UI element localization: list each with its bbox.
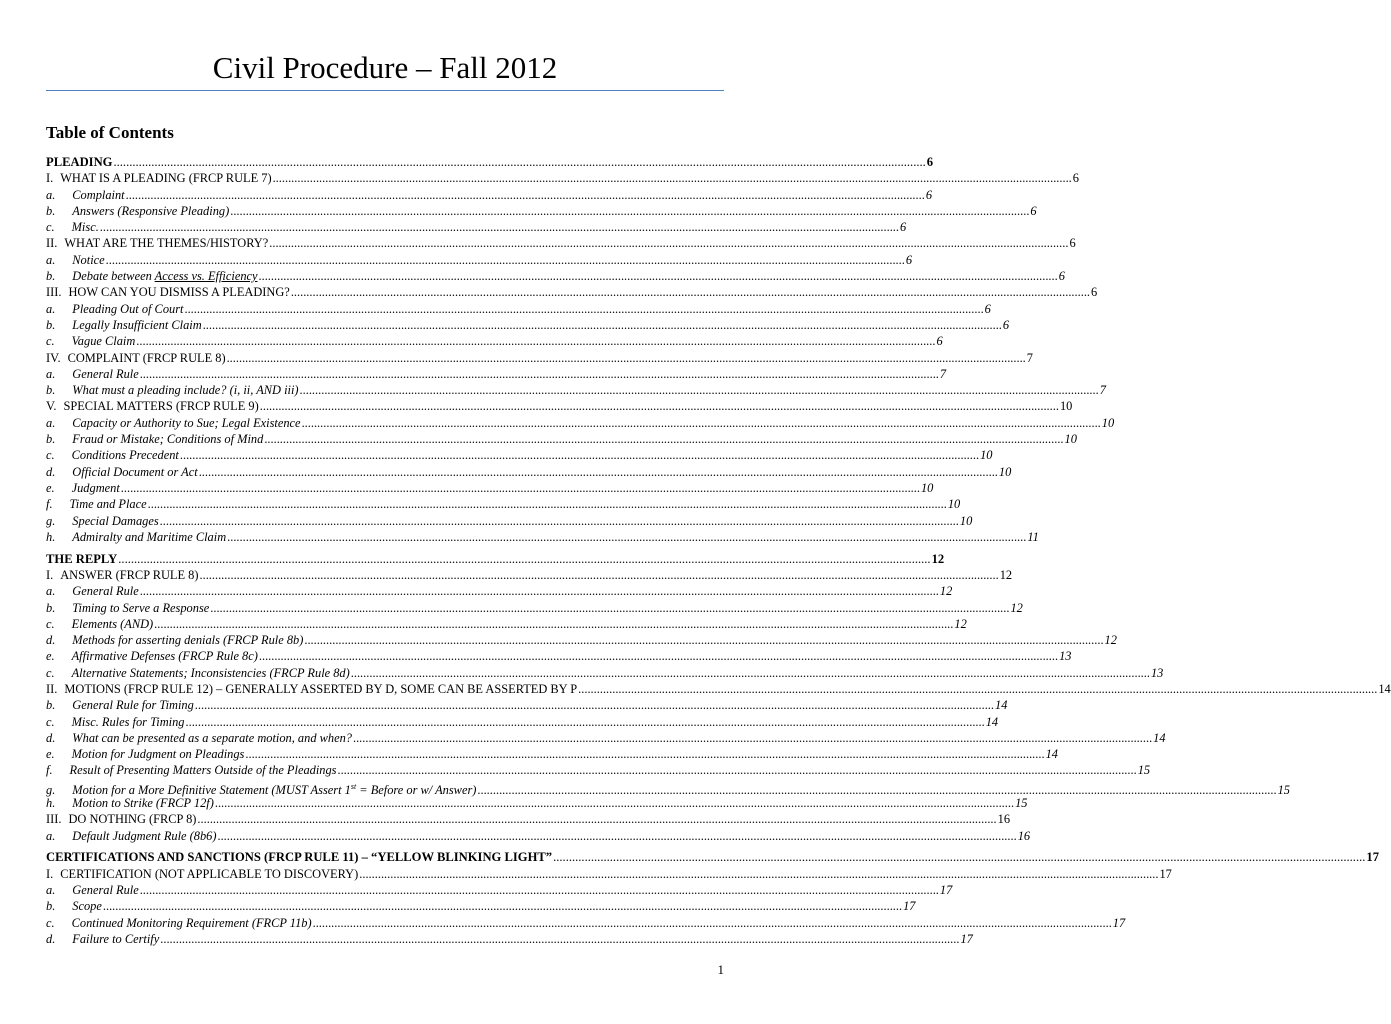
toc-item-entry[interactable] [46, 665, 1164, 681]
toc-item-entry[interactable] [46, 366, 947, 382]
toc-entry-label [60, 567, 198, 583]
toc-dot-leader [273, 170, 1072, 186]
toc-entry-number: c. [46, 616, 55, 631]
toc-entry-label-text: Pleading Out of Court [72, 301, 184, 316]
toc-entry-label-text: Affirmative Defenses (FRCP Rule 8c) [71, 649, 258, 664]
toc-entry-page-number: 6 [936, 334, 943, 349]
toc-entry-page-number: 17 [939, 883, 953, 898]
page-number: 1 [717, 962, 724, 977]
toc-entry-label [72, 529, 226, 545]
table-of-contents [46, 154, 1391, 947]
toc-dot-leader [245, 746, 1044, 762]
toc-dot-leader [210, 600, 1009, 616]
toc-entry-page-number: 15 [1015, 796, 1028, 811]
toc-entry-number: II. [46, 236, 58, 251]
toc-entry-label-text: Default Judgment Rule (8b6) [72, 828, 217, 843]
toc-item-entry[interactable] [46, 464, 1012, 480]
toc-entry-number: h. [46, 529, 56, 544]
toc-entry-page-number: 15 [1277, 782, 1290, 797]
toc-dot-leader [140, 583, 939, 599]
toc-item-entry[interactable] [46, 219, 907, 235]
toc-entry-label [72, 464, 197, 480]
toc-entry-label [72, 600, 209, 616]
toc-dot-leader [304, 632, 1103, 648]
toc-entry-label [72, 480, 120, 496]
toc-entry-label-text: Official Document or Act [72, 464, 198, 479]
toc-item-entry[interactable] [46, 480, 934, 496]
toc-dot-leader [313, 915, 1112, 931]
toc-item-entry[interactable] [46, 252, 913, 268]
toc-entry-number: b. [46, 600, 56, 615]
toc-entry-number: b. [46, 899, 56, 914]
toc-entry-page-number: 6 [1002, 317, 1010, 332]
toc-subsection-entry[interactable] [46, 235, 1076, 251]
toc-dot-leader [200, 567, 999, 583]
toc-dot-leader [227, 529, 1026, 545]
toc-entry-label [68, 811, 196, 827]
toc-entry-label [72, 317, 201, 333]
toc-dot-leader [199, 464, 998, 480]
toc-entry-number: I. [46, 567, 54, 582]
toc-entry-number: g. [46, 513, 56, 528]
toc-entry-number: c. [46, 915, 55, 930]
toc-item-entry[interactable] [46, 730, 1166, 746]
toc-entry-number: a. [46, 584, 56, 599]
toc-entry-label [46, 551, 117, 567]
toc-section-entry[interactable] [46, 154, 934, 170]
toc-entry-page-number: 12 [954, 616, 967, 631]
toc-dot-leader [154, 616, 953, 632]
toc-subsection-entry[interactable] [46, 170, 1079, 186]
toc-entry-label-text: Legally Insufficient Claim [72, 317, 202, 332]
toc-dot-leader [215, 795, 1014, 811]
toc-entry-page-number: 16 [997, 812, 1011, 827]
toc-item-entry[interactable] [46, 431, 1077, 447]
toc-subsection-entry[interactable] [46, 398, 1073, 414]
toc-entry-page-number: 12 [939, 584, 953, 599]
toc-entry-number: a. [46, 187, 56, 202]
toc-entry-number: c. [46, 665, 55, 680]
toc-entry-page-number: 6 [926, 155, 934, 169]
toc-entry-label [72, 714, 185, 730]
toc-entry-label [70, 496, 147, 512]
toc-entry-label [68, 350, 226, 366]
toc-entry-label [72, 513, 158, 529]
toc-dot-leader [180, 447, 979, 463]
toc-entry-label [46, 154, 112, 170]
toc-subsection-entry[interactable] [46, 567, 1013, 583]
toc-entry-label-text: Motion for Judgment on Pleadings [71, 747, 245, 762]
toc-item-entry[interactable] [46, 513, 973, 529]
toc-item-entry[interactable] [46, 333, 943, 349]
toc-entry-page-number: 16 [1017, 828, 1031, 843]
toc-entry-label [72, 252, 104, 268]
toc-entry-page-number: 6 [1030, 203, 1037, 218]
toc-entry-label-text: Notice [72, 252, 105, 267]
toc-entry-label-text: CERTIFICATION (NOT APPLICABLE TO DISCOVERY) [60, 866, 359, 881]
toc-entry-label [72, 828, 216, 844]
toc-entry-page-number: 12 [931, 551, 945, 566]
toc-entry-label-text: General Rule [72, 584, 139, 599]
toc-entry-label-text: HOW CAN YOU DISMISS A PLEADING? [68, 285, 290, 300]
toc-entry-label [72, 616, 154, 632]
toc-dot-leader [259, 268, 1058, 284]
toc-dot-leader [230, 203, 1029, 219]
toc-dot-leader [126, 187, 925, 203]
toc-entry-number: e. [46, 649, 55, 664]
toc-entry-number: b. [46, 203, 56, 218]
toc-entry-number: a. [46, 252, 56, 267]
toc-dot-leader [553, 849, 1365, 865]
toc-entry-page-number: 6 [1091, 285, 1098, 300]
toc-entry-page-number: 13 [1059, 649, 1072, 664]
toc-entry-label-text: What must a pleading include? (i, ii, AND iii) [72, 383, 299, 398]
toc-entry-label [72, 447, 179, 463]
toc-subsection-entry[interactable] [46, 284, 1098, 300]
toc-dot-leader [160, 931, 959, 947]
toc-dot-leader [217, 828, 1016, 844]
toc-dot-leader [160, 513, 959, 529]
toc-item-entry[interactable] [46, 496, 961, 512]
toc-item-entry[interactable] [46, 898, 916, 914]
toc-item-entry[interactable] [46, 648, 1072, 664]
toc-entry-label [72, 268, 257, 284]
toc-entry-page-number: 14 [1045, 747, 1058, 762]
toc-dot-leader [136, 333, 935, 349]
toc-entry-number: a. [46, 301, 56, 316]
toc-entry-label [72, 665, 350, 681]
toc-dot-leader [264, 431, 1063, 447]
toc-item-entry[interactable] [46, 632, 1117, 648]
toc-entry-number: d. [46, 730, 56, 745]
toc-entry-label [46, 849, 552, 865]
toc-item-entry[interactable] [46, 415, 1115, 431]
toc-entry-label-text: Misc. [71, 220, 99, 235]
toc-entry-label [72, 746, 245, 762]
toc-dot-leader [359, 866, 1158, 882]
toc-entry-number: III. [46, 812, 62, 827]
toc-entry-label [64, 235, 268, 251]
toc-entry-label-text: Debate between [72, 269, 155, 284]
toc-entry-label [72, 219, 99, 235]
toc-entry-page-number: 11 [1027, 529, 1039, 544]
toc-entry-label-underlined: Access vs. Efficiency [154, 269, 258, 284]
toc-entry-number: c. [46, 334, 55, 349]
toc-entry-number: III. [46, 285, 62, 300]
toc-entry-label-text: Timing to Serve a Response [72, 600, 210, 615]
toc-entry-label-text: Admiralty and Maritime Claim [72, 529, 227, 544]
toc-entry-number: II. [46, 682, 58, 696]
toc-entry-label [60, 170, 271, 186]
toc-entry-label [72, 697, 194, 713]
toc-entry-label-suffix: = Before or w/ Answer) [356, 782, 477, 797]
toc-entry-label [72, 648, 258, 664]
toc-entry-number: V. [46, 399, 57, 414]
toc-subsection-entry[interactable] [46, 866, 1172, 882]
toc-entry-page-number: 10 [959, 513, 973, 528]
toc-entry-label [72, 366, 138, 382]
toc-entry-label-text: Methods for asserting denials (FRCP Rule 8b) [72, 633, 304, 648]
toc-entry-page-number: 7 [939, 366, 947, 381]
toc-dot-leader [269, 235, 1068, 251]
toc-entry-label [72, 203, 229, 219]
toc-entry-page-number: 12 [1010, 600, 1023, 615]
toc-entry-label-text: Vague Claim [71, 334, 136, 349]
toc-entry-page-number: 6 [925, 187, 933, 202]
toc-item-entry[interactable] [46, 915, 1126, 931]
toc-dot-leader [186, 714, 985, 730]
toc-entry-number: b. [46, 383, 56, 398]
toc-entry-page-number: 14 [1378, 682, 1391, 696]
toc-entry-label [72, 333, 136, 349]
toc-item-entry[interactable] [46, 931, 973, 947]
toc-entry-label-text: Special Damages [72, 513, 159, 528]
toc-entry-label-text: Capacity or Authority to Sue; Legal Existence [72, 415, 301, 430]
toc-entry-label-text: Fraud or Mistake; Conditions of Mind [72, 432, 264, 447]
toc-entry-page-number: 6 [900, 220, 907, 235]
toc-entry-label-text: SPECIAL MATTERS (FRCP RULE 9) [63, 399, 259, 414]
toc-item-entry[interactable] [46, 447, 993, 463]
toc-subsection-entry[interactable] [46, 811, 1011, 827]
toc-entry-page-number: 10 [1064, 432, 1077, 447]
toc-entry-label [68, 284, 289, 300]
toc-dot-leader [148, 496, 947, 512]
toc-entry-label-text: Continued Monitoring Requirement (FRCP 11b) [71, 915, 312, 930]
toc-entry-page-number: 10 [1059, 399, 1073, 414]
toc-item-entry[interactable] [46, 882, 953, 898]
toc-entry-page-number: 13 [1150, 665, 1164, 680]
toc-entry-page-number: 6 [1072, 171, 1079, 186]
toc-item-entry[interactable] [46, 714, 999, 730]
toc-entry-label-text: General Rule for Timing [72, 698, 194, 713]
toc-item-entry[interactable] [46, 301, 991, 317]
toc-entry-number: d. [46, 633, 56, 648]
toc-entry-label [63, 398, 258, 414]
toc-entry-number: a. [46, 828, 56, 843]
toc-entry-number: a. [46, 883, 56, 898]
toc-entry-page-number: 10 [1101, 415, 1115, 430]
toc-item-entry[interactable] [46, 762, 1151, 778]
toc-entry-label [70, 762, 337, 778]
toc-entry-label-text: Time and Place [69, 497, 147, 512]
toc-entry-number: f. [46, 497, 53, 512]
toc-item-entry[interactable] [46, 779, 1290, 797]
toc-entry-number: b. [46, 432, 56, 447]
toc-entry-page-number: 7 [1026, 350, 1033, 365]
toc-item-entry[interactable] [46, 187, 933, 203]
toc-entry-label-text: Motion to Strike (FRCP 12f) [72, 796, 214, 811]
toc-entry-label-text: Misc. Rules for Timing [71, 714, 185, 729]
toc-dot-leader [291, 284, 1090, 300]
toc-dot-leader [203, 317, 1002, 333]
toc-entry-page-number: 12 [1104, 633, 1117, 648]
toc-entry-label [72, 187, 124, 203]
toc-entry-page-number: 17 [1159, 866, 1172, 881]
toc-entry-page-number: 14 [1153, 730, 1166, 745]
toc-entry-number: h. [46, 796, 56, 811]
toc-subsection-entry[interactable] [46, 681, 1391, 697]
toc-item-entry[interactable] [46, 746, 1058, 762]
toc-dot-leader [227, 350, 1026, 366]
toc-item-entry[interactable] [46, 268, 1065, 284]
toc-entry-page-number: 10 [998, 464, 1012, 479]
toc-entry-label-text: General Rule [72, 366, 139, 381]
toc-item-entry[interactable] [46, 382, 1106, 398]
toc-entry-page-number: 6 [905, 252, 913, 267]
toc-entry-number: f. [46, 763, 53, 778]
toc-entry-label [72, 730, 352, 746]
toc-dot-leader [140, 366, 939, 382]
toc-dot-leader [113, 154, 925, 170]
toc-entry-number: b. [46, 269, 56, 284]
toc-entry-number: e. [46, 480, 55, 495]
toc-entry-label [72, 898, 102, 914]
toc-entry-number: IV. [46, 350, 61, 365]
toc-entry-number: b. [46, 698, 56, 713]
toc-item-entry[interactable] [46, 529, 1039, 545]
toc-dot-leader [184, 301, 983, 317]
toc-entry-label-text: Result of Presenting Matters Outside of the Pleadings [69, 763, 337, 778]
toc-dot-leader [195, 697, 994, 713]
toc-entry-label-text: WHAT IS A PLEADING (FRCP RULE 7) [60, 171, 272, 186]
toc-dot-leader [100, 219, 899, 235]
toc-dot-leader [300, 382, 1099, 398]
toc-entry-label [72, 415, 300, 431]
toc-entry-number: b. [46, 317, 56, 332]
toc-entry-label-text: COMPLAINT (FRCP RULE 8) [67, 350, 226, 365]
toc-entry-number: I. [46, 171, 54, 186]
toc-entry-page-number: 15 [1137, 763, 1151, 778]
document-title: Civil Procedure – Fall 2012 [212, 50, 558, 85]
toc-entry-label [72, 882, 138, 898]
toc-entry-label [72, 583, 138, 599]
toc-entry-number: d. [46, 464, 56, 479]
toc-item-entry[interactable] [46, 795, 1028, 811]
toc-entry-page-number: 10 [920, 480, 934, 495]
toc-entry-label-text: CERTIFICATIONS AND SANCTIONS (FRCP RULE 11) – “YELLOW BLINKING LIGHT” [46, 850, 553, 865]
toc-entry-page-number: 17 [1366, 850, 1379, 865]
toc-entry-label [72, 795, 214, 811]
toc-entry-label-text: Elements (AND) [71, 616, 154, 631]
toc-entry-label-superscript: st [350, 781, 357, 791]
toc-heading: Table of Contents [46, 123, 174, 142]
toc-section-entry[interactable] [46, 849, 1379, 865]
toc-entry-label [60, 866, 358, 882]
toc-entry-number: g. [46, 782, 56, 797]
toc-dot-leader [337, 762, 1136, 778]
toc-dot-leader [353, 730, 1152, 746]
toc-entry-label [72, 301, 183, 317]
title-underline [46, 90, 724, 91]
toc-entry-page-number: 6 [984, 301, 991, 316]
toc-entry-page-number: 14 [995, 698, 1008, 713]
toc-entry-number: e. [46, 747, 55, 762]
toc-dot-leader [106, 252, 905, 268]
toc-entry-number: c. [46, 220, 55, 235]
toc-entry-label [72, 382, 298, 398]
toc-entry-page-number: 10 [947, 497, 961, 512]
toc-item-entry[interactable] [46, 583, 953, 599]
toc-entry-number: a. [46, 415, 56, 430]
toc-entry-label-text: Answers (Responsive Pleading) [72, 203, 230, 218]
toc-item-entry[interactable] [46, 600, 1023, 616]
toc-entry-label [72, 431, 263, 447]
toc-entry-label [72, 915, 312, 931]
toc-entry-number: c. [46, 448, 55, 463]
toc-item-entry[interactable] [46, 203, 1037, 219]
toc-entry-label-text: THE REPLY [46, 551, 118, 566]
toc-entry-label-text: ANSWER (FRCP RULE 8) [60, 567, 199, 582]
toc-subsection-entry[interactable] [46, 350, 1033, 366]
toc-entry-page-number: 7 [1099, 383, 1106, 398]
toc-entry-page-number: 10 [980, 448, 993, 463]
toc-item-entry[interactable] [46, 697, 1008, 713]
toc-dot-leader [103, 898, 902, 914]
toc-entry-label-text: Conditions Precedent [71, 448, 179, 463]
toc-entry-label-text: PLEADING [46, 155, 113, 169]
toc-entry-page-number: 6 [1069, 236, 1076, 251]
toc-entry-label-text: DO NOTHING (FRCP 8) [68, 812, 197, 827]
toc-entry-number: c. [46, 714, 55, 729]
toc-entry-label-text: Scope [72, 899, 102, 914]
toc-entry-label-text: WHAT ARE THE THEMES/HISTORY? [64, 236, 269, 251]
toc-entry-label-text: Alternative Statements; Inconsistencies (FRCP Rule 8d) [71, 665, 350, 680]
toc-entry-number: a. [46, 366, 56, 381]
toc-entry-label-text: General Rule [72, 883, 139, 898]
toc-dot-leader [197, 811, 996, 827]
toc-entry-label-text: Complaint [72, 187, 125, 202]
toc-item-entry[interactable] [46, 317, 1010, 333]
toc-dot-leader [351, 665, 1150, 681]
toc-entry-label-text: Motion for a More Definitive Statement (MUST Assert 1 [72, 782, 351, 797]
toc-dot-leader [259, 648, 1058, 664]
toc-entry-page-number: 12 [999, 567, 1013, 582]
toc-dot-leader [260, 398, 1059, 414]
toc-item-entry[interactable] [46, 616, 967, 632]
toc-entry-label-text: Failure to Certify [72, 931, 160, 946]
toc-entry-number: I. [46, 866, 54, 881]
toc-dot-leader [118, 551, 930, 567]
toc-entry-page-number: 6 [1058, 269, 1065, 284]
toc-entry-label-text: MOTIONS (FRCP RULE 12) – GENERALLY ASSERTED BY D, SOME CAN BE ASSERTED BY P [64, 682, 578, 696]
toc-entry-page-number: 17 [903, 899, 916, 914]
toc-entry-label [64, 681, 577, 697]
toc-entry-page-number: 14 [985, 714, 999, 729]
toc-dot-leader [578, 681, 1377, 697]
toc-entry-label [72, 931, 159, 947]
toc-item-entry[interactable] [46, 828, 1031, 844]
toc-entry-label-text: What can be presented as a separate motion, and when? [72, 730, 352, 745]
toc-entry-page-number: 17 [1112, 915, 1126, 930]
toc-dot-leader [302, 415, 1101, 431]
toc-entry-page-number: 17 [960, 931, 973, 946]
toc-dot-leader [140, 882, 939, 898]
toc-entry-label [72, 632, 303, 648]
toc-entry-label-text: Judgment [71, 480, 120, 495]
toc-entry-number: d. [46, 931, 56, 946]
toc-dot-leader [121, 480, 920, 496]
toc-section-entry[interactable] [46, 551, 945, 567]
